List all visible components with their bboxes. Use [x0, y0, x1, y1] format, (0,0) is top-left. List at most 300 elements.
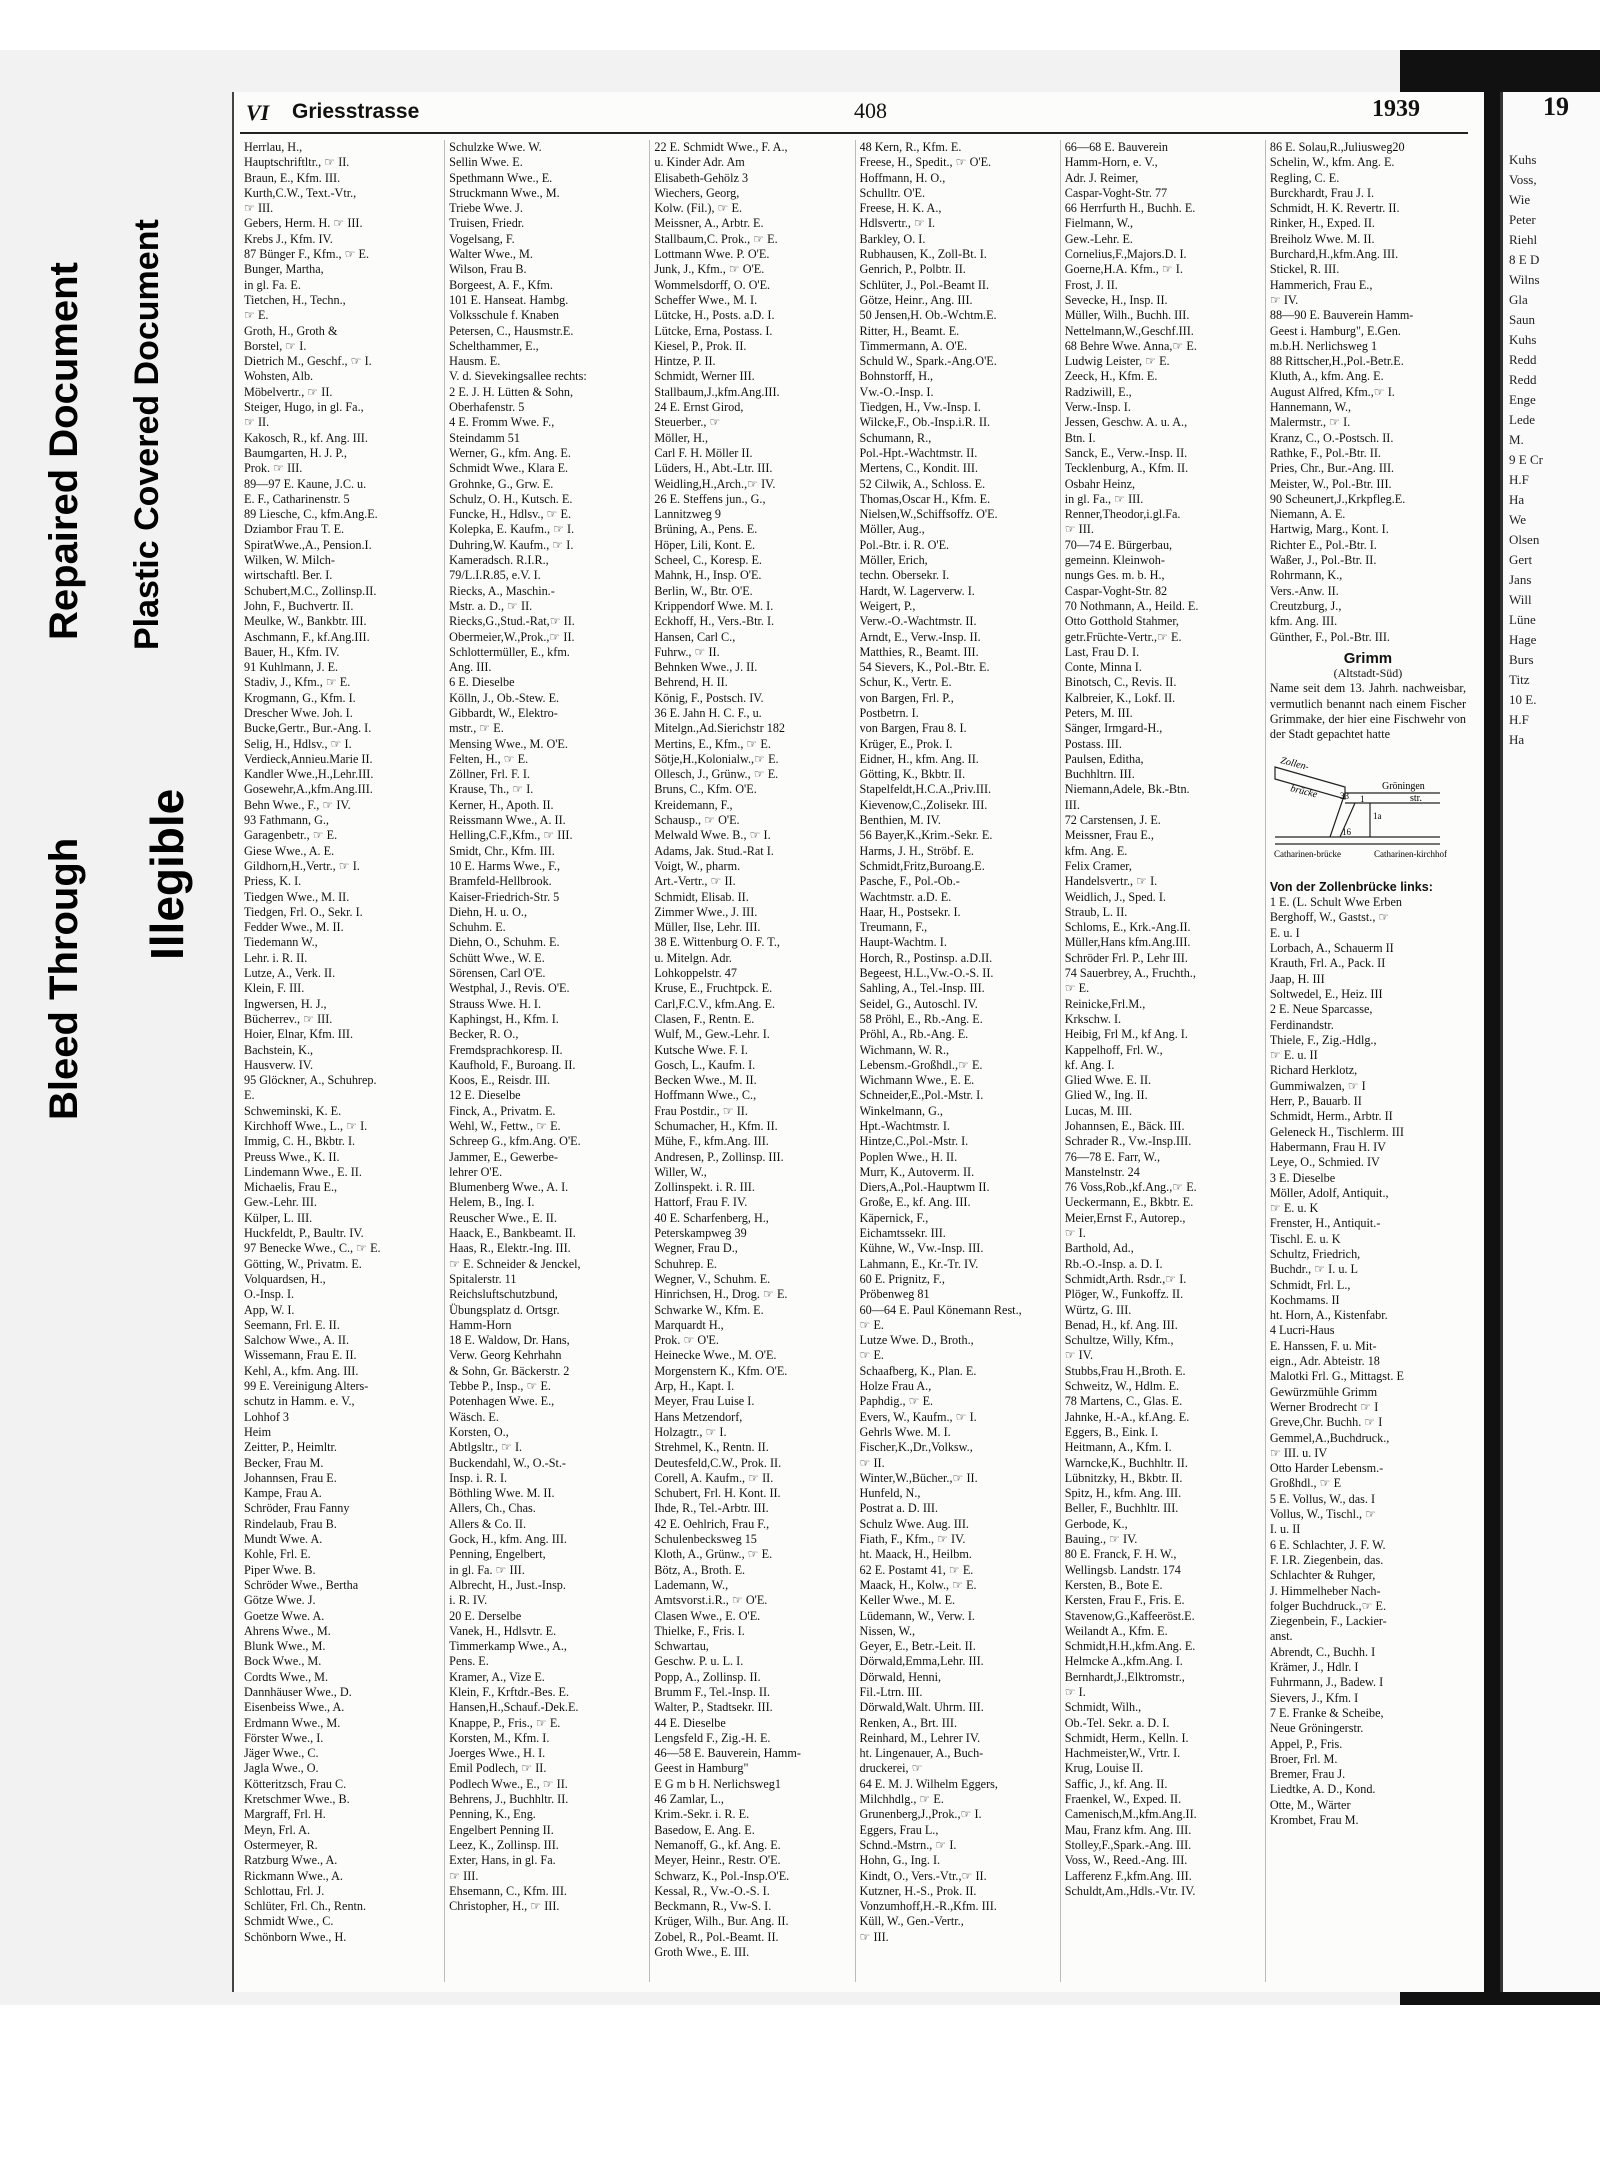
directory-entry: Gock, H., kfm. Ang. III. [449, 1532, 567, 1547]
directory-entry: Popp, A., Zollinsp. II. [654, 1669, 761, 1684]
directory-entry: Leye, O., Schmied. IV [1269, 1155, 1380, 1170]
directory-entry: Helmcke A.,kfm.Ang. I. [1064, 1654, 1183, 1669]
directory-entry: Hpt.-Wachtmstr. I. [859, 1119, 950, 1133]
directory-entry: Saffic, J., kf. Ang. II. [1064, 1776, 1168, 1791]
directory-entry: Haack, E., Bankbeamt. II. [449, 1226, 576, 1241]
directory-entry: Böthling Wwe. M. II. [449, 1486, 555, 1501]
directory-entry: nungs Ges. m. b. H., [1064, 568, 1165, 583]
directory-entry: Frau Postdir., ☞ II. [654, 1103, 748, 1118]
directory-entry: Fiath, F., Kfm., ☞ IV. [859, 1532, 966, 1547]
directory-entry: Triebe Wwe. J. [449, 201, 523, 216]
column-1 [240, 140, 445, 1982]
directory-entry: Schmidt,Arth. Rsdr.,☞ I. [1064, 1271, 1187, 1286]
directory-entry: Korsten, O., [449, 1424, 509, 1439]
directory-entry: Treumann, F., [859, 920, 928, 935]
directory-entry: Lüdemann, W., Verw. I. [859, 1608, 975, 1623]
directory-entry: Holze Frau A., [859, 1379, 932, 1394]
directory-entry: 44 E. Dieselbe [654, 1715, 726, 1730]
directory-entry: Küll, W., Gen.-Vertr., [859, 1914, 964, 1929]
directory-entry: Kandler Wwe.,H.,Lehr.III. [244, 767, 374, 782]
directory-entry: Timmermann, A. O'E. [859, 338, 968, 353]
directory-entry: Götze Wwe. J. [244, 1593, 316, 1608]
directory-entry: Burckhardt, Frau J. I. [1269, 185, 1375, 200]
directory-entry: Schloms, E., Krk.-Ang.II. [1064, 920, 1191, 935]
directory-entry: 6 E. Schlachter, J. F. W. [1269, 1537, 1386, 1552]
directory-entry: 42 E. Oehlrich, Frau F., [654, 1516, 770, 1531]
adjacent-page-line: Gert [1509, 552, 1533, 567]
directory-entry: 18 E. Waldow, Dr. Hans, [449, 1333, 570, 1348]
directory-entry: u. Mitelgn. Adr. [654, 950, 732, 965]
directory-entry: Rb.-O.-Insp. a. D. I. [1064, 1256, 1163, 1271]
directory-entry: Btn. I. [1064, 430, 1096, 445]
directory-entry: Lütcke, H., Posts. a.D. I. [654, 308, 775, 323]
directory-entry: wirtschaftl. Ber. I. [244, 568, 333, 583]
directory-entry: Tebbe P., Insp., ☞ E. [449, 1379, 551, 1394]
directory-entry: Evers, W., Kaufm., ☞ I. [859, 1409, 977, 1424]
directory-entry: König, F., Postsch. IV. [654, 690, 764, 705]
adjacent-page-line: Ha [1509, 492, 1525, 507]
directory-entry: Kaphingst, H., Kfm. I. [449, 1011, 559, 1026]
directory-entry: Ostermeyer, R. [244, 1837, 318, 1852]
directory-entry: Maack, H., Kolw., ☞ E. [859, 1577, 977, 1592]
directory-entry: Schnd.-Mstrn., ☞ I. [859, 1837, 957, 1852]
adjacent-page-line: Hage [1509, 632, 1537, 647]
directory-entry: Günther, F., Pol.-Btr. III. [1269, 629, 1390, 644]
directory-entry: mstr., ☞ E. [449, 721, 504, 736]
directory-entry: Huckfeldt, P., Baultr. IV. [244, 1226, 364, 1241]
directory-entry: Sevecke, H., Insp. II. [1064, 292, 1168, 307]
directory-entry: Hamm-Horn [449, 1317, 512, 1332]
directory-entry: Ang. III. [449, 660, 492, 675]
directory-entry: Ueckermann, E., Bkbtr. E. [1064, 1195, 1194, 1210]
directory-entry: ☞ E. [859, 1317, 884, 1332]
directory-entry: Brüning, A., Pens. E. [654, 522, 758, 537]
directory-entry: 88—90 E. Bauverein Hamm- [1269, 308, 1414, 323]
adjacent-page-line: Riehl [1509, 232, 1538, 247]
directory-entry: Gildhorn,H.,Vertr., ☞ I. [244, 858, 360, 873]
directory-entry: Schumacher, H., Kfm. II. [654, 1119, 778, 1133]
directory-entry: Otto Harder Lebensm.- [1269, 1461, 1384, 1476]
directory-entry: Haas, R., Elektr.-Ing. III. [449, 1241, 571, 1256]
directory-entry: ht. Lingenauer, A., Buch- [859, 1746, 984, 1761]
directory-entry: 52 Cilwik, A., Schloss. E. [859, 476, 986, 491]
directory-entry: Prok. ☞ O'E. [654, 1333, 719, 1348]
directory-entry: Schaafberg, K., Plan. E. [859, 1363, 977, 1378]
directory-entry: Würtz, G. III. [1064, 1302, 1132, 1317]
directory-entry: Schreep G., kfm.Ang. O'E. [449, 1134, 581, 1149]
directory-entry: Postbetrn. I. [859, 705, 919, 720]
directory-entry: 4 E. Fromm Wwe. F., [449, 415, 555, 430]
directory-entry: Hintze,C.,Pol.-Mstr. I. [859, 1134, 969, 1149]
directory-entry: Marquardt H., [654, 1317, 724, 1332]
directory-entry: Heim [244, 1424, 272, 1439]
directory-entry: Sahling, A., Tel.-Insp. III. [859, 981, 985, 996]
directory-entry: Möller, H., [654, 430, 709, 445]
directory-entry: Reinicke,Frl.M., [1064, 996, 1146, 1011]
directory-entry: Hintze, P. II. [654, 354, 716, 369]
directory-entry: Berghoff, W., Gastst., ☞ [1269, 910, 1390, 925]
directory-entry: Schwartau, [654, 1639, 709, 1654]
directory-entry: Barkley, O. I. [859, 231, 926, 246]
directory-entry: 86 E. Solau,R.,Juliusweg20 [1269, 140, 1405, 154]
directory-entry: Geest i. Hamburg", E.Gen. [1269, 323, 1401, 338]
directory-entry: Bunger, Martha, [244, 262, 324, 277]
directory-entry: Kluth, A., kfm. Ang. E. [1269, 369, 1384, 384]
directory-entry: ☞ E. Schneider & Jenckel, [449, 1256, 581, 1271]
directory-entry: Camenisch,M.,kfm.Ang.II. [1064, 1807, 1197, 1822]
directory-entry: Zimmer Wwe., J. III. [654, 904, 758, 919]
directory-entry: Schwarz, K., Pol.-Insp.O'E. [654, 1868, 790, 1883]
directory-entry: 58 Pröhl, E., Rb.-Ang. E. [859, 1011, 983, 1026]
directory-entry: Meier,Ernst F., Autorep., [1064, 1210, 1186, 1225]
directory-entry: Kappelhoff, Frl. W., [1064, 1042, 1163, 1057]
directory-entry: Schmidt, Herm., Kelln. I. [1064, 1730, 1189, 1745]
directory-entry: Braun, E., Kfm. III. [244, 170, 341, 185]
directory-entry: gemeinn. Kleinwoh- [1064, 553, 1165, 568]
directory-entry: Klein, F. III. [244, 981, 305, 996]
directory-entry: Schmidt, Wilh., [1064, 1700, 1142, 1715]
directory-entry: Großhdl., ☞ E [1269, 1476, 1342, 1491]
directory-entry: 62 E. Postamt 41, ☞ E. [859, 1562, 974, 1577]
directory-entry: Hansen,H.,Schauf.-Dek.E. [449, 1700, 579, 1715]
directory-entry: Engelbert Penning II. [449, 1822, 554, 1837]
directory-entry: Penning, Engelbert, [449, 1547, 546, 1562]
directory-entry: 79/L.I.R.85, e.V. I. [449, 568, 541, 583]
directory-entry: Korsten, M., Kfm. I. [449, 1730, 550, 1745]
directory-entry: Otto Gotthold Stahmer, [1064, 614, 1179, 629]
directory-entry: Caspar-Voght-Str. 82 [1064, 583, 1168, 598]
directory-entry: Stavenow,G.,Kaffeeröst.E. [1064, 1608, 1195, 1623]
directory-entry: Kloth, A., Grünw., ☞ E. [654, 1547, 773, 1562]
directory-entry: Kirchhoff Wwe., L., ☞ I. [244, 1119, 368, 1133]
directory-entry: SpiratWwe.,A., Pension.I. [244, 537, 372, 552]
adjacent-page-line: Kuhs [1509, 152, 1537, 167]
directory-entry: Schuhrep. E. [654, 1256, 717, 1271]
directory-entry: Walter, P., Stadtsekr. III. [654, 1700, 773, 1715]
directory-entry: Kaufhold, F., Buroang. II. [449, 1057, 576, 1072]
directory-entry: Joerges Wwe., H. I. [449, 1746, 546, 1761]
directory-entry: Eisenbeiss Wwe., A. [244, 1700, 345, 1715]
directory-entry: 70 Nothmann, A., Heild. E. [1064, 598, 1199, 613]
directory-entry: Kolepka, E. Kaufm., ☞ I. [449, 522, 575, 537]
directory-entry: Frost, J. II. [1064, 277, 1118, 292]
directory-entry: Drescher Wwe. Joh. I. [244, 705, 353, 720]
directory-entry: Hansen, Carl C., [654, 629, 736, 644]
directory-entry: Schmidt,Fritz,Buroang.E. [859, 858, 985, 873]
directory-entry: Schausp., ☞ O'E. [654, 813, 740, 828]
directory-entry: Piper Wwe. B. [244, 1562, 316, 1577]
directory-entry: Schultz, Friedrich, [1269, 1247, 1361, 1261]
directory-entry: Otte, M., Wärter [1269, 1797, 1351, 1812]
directory-entry: Richter E., Pol.-Btr. I. [1269, 537, 1377, 552]
directory-entry: Vogelsang, F. [449, 231, 515, 246]
directory-entry: Kohle, Frl. E. [244, 1547, 311, 1562]
directory-entry: Elisabeth-Gehölz 3 [654, 170, 749, 185]
directory-entry: ☞ II. [244, 415, 270, 430]
directory-entry: Johannsen, Frau E. [244, 1470, 337, 1485]
directory-entry: Kreidemann, F., [654, 797, 733, 812]
directory-entry: Barthold, Ad., [1064, 1241, 1134, 1256]
directory-entry: Spethmann Wwe., E. [449, 170, 553, 185]
directory-entry: Müller,Hans kfm.Ang.III. [1064, 935, 1191, 950]
directory-entry: Bücherrev., ☞ III. [244, 1011, 333, 1026]
directory-entry: Oberhafenstr. 5 [449, 400, 525, 415]
map-label-brucke: brücke [1289, 782, 1319, 801]
directory-entry: Dietrich M., Geschf., ☞ I. [244, 354, 372, 369]
directory-entry: 88 Rittscher,H.,Pol.-Betr.E. [1269, 354, 1404, 369]
directory-entry: Clasen Wwe., E. O'E. [654, 1608, 761, 1623]
directory-entry: Wäsch. E. [449, 1409, 499, 1424]
directory-entry: Glied W., Ing. II. [1064, 1088, 1148, 1103]
directory-entry: Straub, L. II. [1064, 904, 1128, 919]
directory-entry: Brumm F., Tel.-Insp. II. [654, 1684, 771, 1699]
directory-entry: Lahmann, E., Kr.-Tr. IV. [859, 1256, 979, 1271]
directory-entry: 89—97 E. Kaune, J.C. u. [244, 476, 367, 491]
directory-entry: Verw. Georg Kehrhahn [449, 1348, 562, 1363]
directory-entry: kfm. Ang. III. [1269, 614, 1338, 629]
directory-entry: Grohnke, G., Grw. E. [449, 476, 554, 491]
directory-entry: ☞ I. [1064, 1226, 1086, 1241]
directory-entry: Jahnke, H.-A., kf.Ang. E. [1064, 1409, 1190, 1424]
directory-entry: Willer, W., [654, 1164, 707, 1179]
directory-entry: getr.Früchte-Vertr.,☞ E. [1064, 629, 1182, 644]
label-plastic-covered-document: Plastic Covered Document [128, 219, 166, 650]
directory-entry: Pröhl, A., Rb.-Ang. E. [859, 1027, 969, 1042]
directory-entry: ☞ IV. [1269, 292, 1299, 307]
directory-entry: ☞ E. [244, 308, 269, 323]
directory-entry: 93 Fathmann, G., [244, 813, 329, 828]
column-5 [1061, 140, 1266, 1982]
directory-entry: Dörwald, Henni, [859, 1669, 942, 1684]
directory-entry: Ziegenbein, F., Lackier- [1269, 1614, 1387, 1629]
directory-entry: Kindt, O., Vers.-Vtr.,☞ II. [859, 1868, 987, 1883]
directory-entry: 22 E. Schmidt Wwe., F. A., [654, 140, 788, 154]
directory-entry: Schlüter, Frl. Ch., Rentn. [244, 1899, 367, 1914]
directory-entry: Cornelius,F.,Majors.D. I. [1064, 247, 1187, 262]
directory-entry: Haupt-Wachtm. I. [859, 935, 947, 950]
directory-entry: Niemann,Adele, Bk.-Btn. [1064, 782, 1190, 797]
directory-entry: 99 E. Vereinigung Alters- [244, 1379, 369, 1394]
directory-entry: Schweitz, W., Hdlm. E. [1064, 1379, 1180, 1394]
directory-entry: Schönborn Wwe., H. [244, 1929, 347, 1944]
adjacent-page-line: Voss, [1509, 172, 1537, 187]
directory-entry: 87 Bünger F., Kfm., ☞ E. [244, 247, 370, 262]
directory-entry: Ahrens Wwe., M. [244, 1623, 331, 1638]
directory-entry: Krauth, Frl. A., Pack. II [1269, 956, 1386, 971]
directory-entry: Kruse, E., Fruchtpck. E. [654, 981, 773, 996]
directory-entry: Truisen, Friedr. [449, 216, 525, 231]
directory-entry: Lucas, M. III. [1064, 1103, 1133, 1118]
directory-entry: Müller, Ilse, Lehr. III. [654, 920, 761, 935]
directory-entry: Meyer, Frau Luise I. [654, 1394, 755, 1409]
directory-entry: Kaiser-Friedrich-Str. 5 [449, 889, 560, 904]
directory-entry: Tecklenburg, A., Kfm. II. [1064, 461, 1189, 476]
directory-entry: Mahnk, H., Insp. O'E. [654, 568, 762, 583]
directory-entry: Michaelis, Frau E., [244, 1180, 338, 1195]
adjacent-page-line: Wie [1509, 192, 1531, 207]
directory-entry: Gummiwalzen, ☞ I [1269, 1078, 1366, 1093]
directory-entry: Groth, H., Groth & [244, 323, 338, 338]
directory-entry: Kievenow,C.,Zolisekr. III. [859, 797, 988, 812]
adjacent-page-line: Saun [1509, 312, 1535, 327]
directory-entry: ht. Horn, A., Kistenfabr. [1269, 1308, 1388, 1323]
directory-entry: Kessal, R., Vw.-O.-S. I. [654, 1883, 770, 1898]
directory-entry: 10 E. Harms Wwe., F., [449, 858, 561, 873]
year: 1939 [1372, 96, 1420, 122]
directory-entry: Mau, Franz kfm. Ang. III. [1064, 1822, 1192, 1837]
directory-entry: Lohkoppelstr. 47 [654, 966, 737, 981]
column-3 [650, 140, 855, 1982]
directory-entry: Jagla Wwe., O. [244, 1761, 319, 1776]
directory-entry: III. [1064, 797, 1080, 812]
directory-entry: Möller, Adolf, Antiquit., [1269, 1185, 1389, 1200]
directory-entry: von Bargen, Frl. P., [859, 690, 954, 705]
directory-entry: Felix Cramer, [1064, 858, 1132, 873]
directory-entry: Gew.-Lehr. III. [244, 1195, 317, 1210]
directory-entry: Bernhardt,J.,Elktromstr., [1064, 1669, 1185, 1684]
directory-entry: Niemann, A. E. [1269, 507, 1346, 522]
directory-entry: Wissemann, Frau E. II. [244, 1348, 357, 1363]
directory-entry: ☞ III. [1064, 522, 1094, 537]
directory-entry: Strauss Wwe. H. I. [449, 996, 542, 1011]
directory-entry: Fischer,K.,Dr.,Volksw., [859, 1440, 973, 1455]
directory-entry: Geest in Hamburg" [654, 1761, 749, 1776]
directory-entry: Schröder Frl. P., Lehr III. [1064, 950, 1188, 965]
directory-entry: Stallbaum,C. Prok., ☞ E. [654, 231, 778, 246]
directory-entry: Vollus, W., Tischl., ☞ [1269, 1507, 1377, 1522]
directory-entry: Bötz, A., Broth. E. [654, 1562, 746, 1577]
directory-entry: Melwald Wwe. B., ☞ I. [654, 828, 771, 843]
directory-entry: 2 E. Neue Sparcasse, [1269, 1002, 1373, 1017]
directory-entry: Meissner, Frau E., [1064, 828, 1154, 843]
directory-entry: 38 E. Wittenburg O. F. T., [654, 935, 780, 950]
directory-entry: 60—64 E. Paul Könemann Rest., [859, 1302, 1022, 1317]
directory-entry: 80 E. Franck, F. H. W., [1064, 1547, 1177, 1562]
directory-entry: Wilcke,F., Ob.-Insp.i.R. II. [859, 415, 991, 430]
adjacent-page-line: Redd [1509, 352, 1537, 367]
directory-entry: Becken Wwe., M. II. [654, 1073, 757, 1088]
directory-entry: Krippendorf Wwe. M. I. [654, 598, 774, 613]
directory-entry: J. Himmelheber Nach- [1269, 1583, 1381, 1598]
directory-entry: Benthien, M. IV. [859, 813, 941, 828]
directory-entry: Klein, F., Krftdr.-Bes. E. [449, 1684, 570, 1699]
directory-entry: Vanek, H., Hdlsvtr. E. [449, 1623, 557, 1638]
directory-entry: Schelin, W., kfm. Ang. E. [1269, 155, 1395, 170]
directory-entry: Junk, J., Kfm., ☞ O'E. [654, 262, 765, 277]
directory-entry: Wegner, Frau D., [654, 1241, 738, 1256]
directory-entry: Kalbreier, K., Lokf. II. [1064, 690, 1176, 705]
directory-entry: Stallbaum,J.,kfm.Ang.III. [654, 384, 780, 399]
directory-entry: 36 E. Jahn H. C. F., u. [654, 705, 762, 720]
directory-columns [240, 140, 1470, 1982]
directory-entry: Preuss Wwe., K. II. [244, 1149, 340, 1164]
directory-entry: Borstel, ☞ I. [244, 338, 307, 353]
directory-entry: Schmidt,H.H.,kfm.Ang. E. [1064, 1639, 1196, 1654]
directory-entry: Hoffmann Wwe., C., [654, 1088, 757, 1103]
directory-entry: Stubbs,Frau H.,Broth. E. [1064, 1363, 1186, 1378]
directory-entry: Lübnitzky, H., Bkbtr. II. [1064, 1470, 1183, 1485]
directory-entry: Heitmann, A., Kfm. I. [1064, 1440, 1172, 1455]
adjacent-page-line: Kuhs [1509, 332, 1537, 347]
directory-entry: Eichamtssekr. III. [859, 1226, 946, 1241]
directory-entry: druckerei, ☞ [859, 1761, 923, 1776]
directory-entry: Krkschw. I. [1064, 1011, 1122, 1026]
directory-entry: Weidlich, J., Sped. I. [1064, 889, 1166, 904]
directory-entry: 97 Benecke Wwe., C., ☞ E. [244, 1241, 381, 1256]
directory-entry: Hamm-Horn, e. V., [1064, 155, 1158, 170]
directory-entry: Sievers, J., Kfm. I [1269, 1690, 1359, 1705]
directory-entry: Kerner, H., Apoth. II. [449, 797, 554, 812]
directory-entry: Thielke, F., Fris. I. [654, 1623, 745, 1638]
directory-entry: ☞ II. [859, 1455, 885, 1470]
directory-entry: 56 Bayer,K.,Krim.-Sekr. E. [859, 828, 993, 843]
directory-entry: Timmerkamp Wwe., A., [449, 1639, 567, 1654]
directory-entry: Hausm. E. [449, 354, 501, 369]
directory-entry: ☞ III. [449, 1868, 479, 1883]
directory-entry: V. d. Sievekingsallee rechts: [449, 369, 587, 384]
directory-entry: Schlottermüller, E., kfm. [449, 644, 570, 659]
directory-entry: Schneider,E.,Pol.-Mstr. I. [859, 1088, 984, 1103]
directory-entry: Weigert, P., [859, 598, 916, 613]
directory-entry: 90 Scheunert,J.,Krkpfleg.E. [1269, 491, 1406, 506]
directory-entry: Wohsten, Alb. [244, 369, 314, 384]
directory-entry: Beckmann, R., Vw-S. I. [654, 1899, 772, 1914]
directory-entry: Helem, B., Ing. I. [449, 1195, 535, 1210]
directory-entry: Krebs J., Kfm. IV. [244, 231, 333, 246]
directory-entry: Bohnstorff, H., [859, 369, 934, 384]
directory-entry: Finck, A., Privatm. E. [449, 1103, 556, 1118]
directory-entry: Tiedgen Wwe., M. II. [244, 889, 350, 904]
directory-entry: Kretschmer Wwe., B. [244, 1792, 350, 1807]
directory-entry: Tiedgen, Frl. O., Sekr. I. [244, 904, 363, 919]
directory-entry: Aschmann, F., kf.Ang.III. [244, 629, 370, 644]
directory-entry: in gl. Fa. E. [244, 277, 301, 292]
directory-entry: Kersten, B., Bote E. [1064, 1577, 1163, 1592]
directory-entry: ht. Maack, H., Heilbm. [859, 1547, 972, 1562]
directory-entry: Wommelsdorff, O. O'E. [654, 277, 771, 292]
adjacent-page-line: Redd [1509, 372, 1537, 387]
adjacent-page-line: H.F [1509, 712, 1529, 727]
grimm-links-title: Von der Zollenbrücke links: [1269, 879, 1433, 894]
directory-entry: Exter, Hans, in gl. Fa. [449, 1853, 556, 1868]
directory-entry: Caspar-Voght-Str. 77 [1064, 185, 1168, 200]
directory-entry: Götting, W., Privatm. E. [244, 1256, 362, 1271]
directory-entry: Stickel, R. III. [1269, 262, 1340, 277]
directory-entry: Conte, Minna I. [1064, 660, 1142, 675]
directory-entry: Harms, J. H., Ströbf. E. [859, 843, 974, 858]
directory-entry: ☞ IV. [1064, 1348, 1093, 1363]
adjacent-page-line: Gla [1509, 292, 1528, 307]
map-label-str: str. [1409, 792, 1422, 804]
directory-entry: Smidt, Chr., Kfm. III. [449, 843, 555, 858]
directory-entry: Sörensen, Carl O'E. [449, 966, 546, 981]
directory-entry: & Sohn, Gr. Bäckerstr. 2 [449, 1363, 570, 1378]
directory-entry: Postrat a. D. III. [859, 1501, 939, 1516]
directory-entry: Schelthammer, E., [449, 338, 539, 353]
directory-entry: Westphal, J., Revis. O'E. [449, 981, 570, 996]
directory-entry: Geleneck H., Tischlerm. III [1269, 1124, 1404, 1139]
directory-entry: Matthies, R., Beamt. III. [859, 644, 979, 659]
directory-entry: Hinrichsen, H., Drog. ☞ E. [654, 1287, 788, 1302]
directory-entry: Scheel, C., Koresp. E. [654, 553, 762, 568]
directory-entry: 89 Liesche, C., kfm.Ang.E. [244, 507, 378, 522]
directory-entry: Steuerber., ☞ [654, 415, 721, 430]
directory-entry: Hoffmann, H. O., [859, 170, 946, 185]
directory-entry: Kutsche Wwe. F. I. [654, 1042, 748, 1057]
directory-entry: Paphdig., ☞ E. [859, 1394, 934, 1409]
directory-entry: Peterskampweg 39 [654, 1226, 747, 1241]
directory-entry: in gl. Fa., ☞ III. [1064, 491, 1144, 506]
